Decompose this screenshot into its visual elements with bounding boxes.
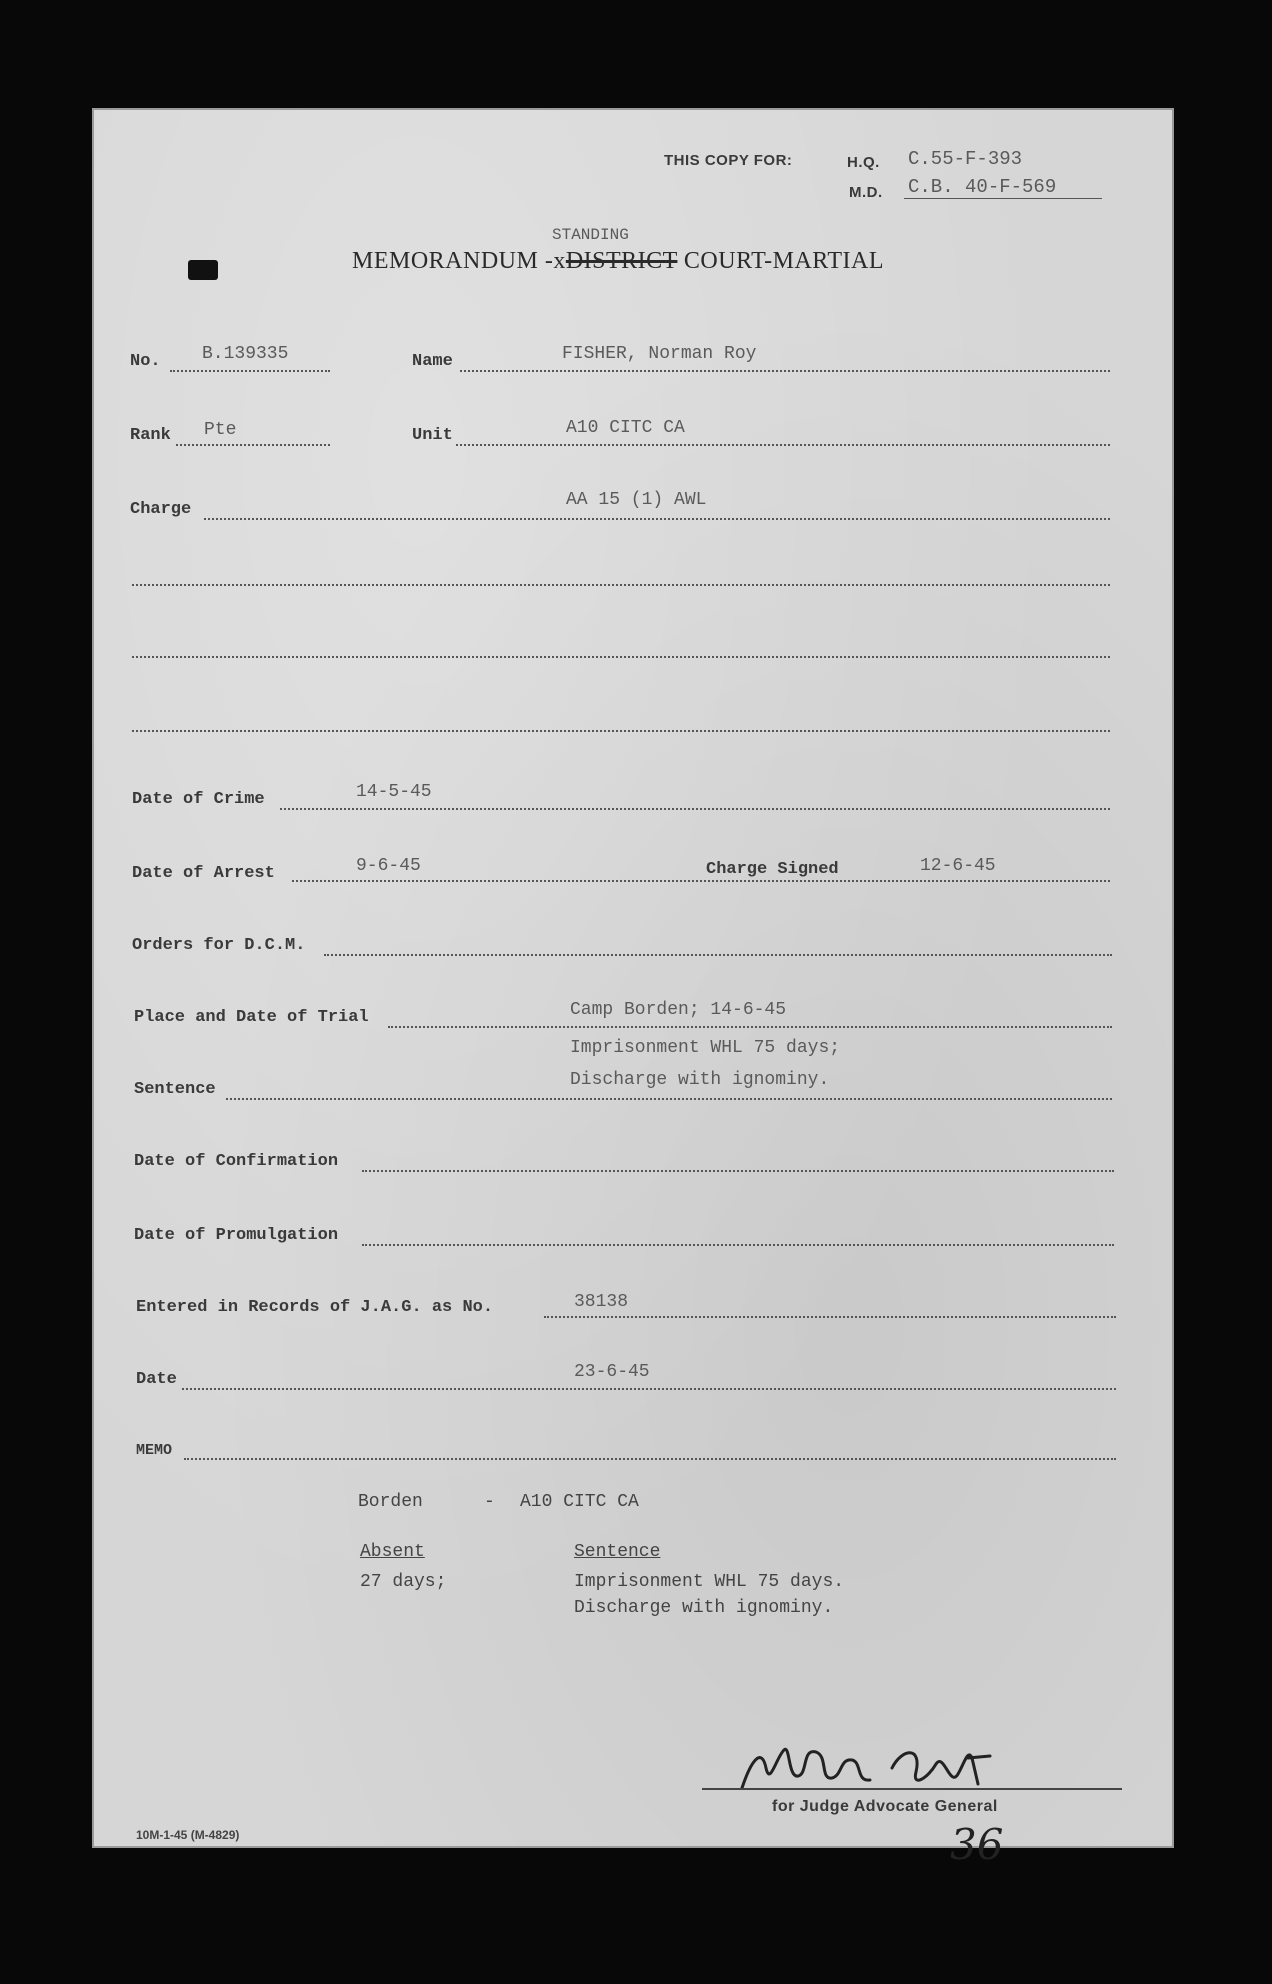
page-title [352,248,884,275]
charge-line-3 [132,656,1110,658]
ink-mark [188,260,218,280]
charge-label: Charge [130,500,192,519]
for-jag-label: for Judge Advocate General [772,1798,998,1815]
memo-location: Borden [358,1492,423,1512]
title-right: COURT-MARTIAL [683,248,884,274]
jag-label: Entered in Records of J.A.G. as No. [136,1298,494,1317]
no-label: No. [130,352,161,371]
charge-line-4 [132,730,1110,732]
hq-value: C.55-F-393 [908,148,1023,170]
title-left: MEMORANDUM -x [352,248,566,274]
charge-signed-label: Charge Signed [706,860,839,879]
copy-for-label: THIS COPY FOR: [664,152,793,169]
memo-line [184,1458,1116,1460]
absent-heading: Absent [360,1542,425,1562]
date-arrest-value: 9-6-45 [356,856,421,876]
promulgation-line [362,1244,1114,1246]
rank-line [176,444,330,446]
unit-label: Unit [412,426,453,445]
md-underline [904,198,1102,199]
charge-line-1 [204,518,1110,520]
memo-unit: A10 CITC CA [520,1492,639,1512]
name-line [460,370,1110,372]
rank-value: Pte [204,420,237,440]
date-value: 23-6-45 [574,1362,650,1382]
sentence-line [226,1098,1112,1100]
hq-label: H.Q. [847,154,880,171]
memo-dash: - [484,1492,495,1512]
place-value: Camp Borden; 14-6-45 [570,1000,787,1020]
date-crime-line [280,808,1110,810]
sentence-line-1: Imprisonment WHL 75 days; [570,1038,841,1058]
place-line [388,1026,1112,1028]
orders-line [324,954,1112,956]
date-crime-label: Date of Crime [132,790,265,809]
sentence-heading: Sentence [574,1542,661,1562]
charge-value: AA 15 (1) AWL [566,490,707,510]
unit-line [456,444,1110,446]
date-arrest-line [292,880,1110,882]
signature-line [702,1788,1122,1790]
jag-value: 38138 [574,1292,629,1312]
absent-value: 27 days; [360,1572,447,1592]
rank-label: Rank [130,426,171,445]
title-insert: STANDING [552,226,629,244]
date-label: Date [136,1370,177,1389]
promulgation-label: Date of Promulgation [134,1226,339,1245]
form-number: 10M-1-45 (M-4829) [136,1828,240,1842]
confirmation-label: Date of Confirmation [134,1152,339,1171]
date-crime-value: 14-5-45 [356,782,432,802]
no-line [170,370,330,372]
sentence-label: Sentence [134,1080,216,1099]
md-value: C.B. 40-F-569 [908,176,1057,198]
title-struck: DISTRICT [565,248,678,274]
memo-label: MEMO [136,1442,173,1459]
jag-line [544,1316,1116,1318]
court-martial-memorandum-page [92,108,1174,1869]
name-value: FISHER, Norman Roy [562,344,757,364]
date-arrest-label: Date of Arrest [132,864,275,883]
charge-line-2 [132,584,1110,586]
page-mark: 36 [950,1820,1004,1869]
confirmation-line [362,1170,1114,1172]
md-label: M.D. [849,184,883,201]
name-label: Name [412,352,453,371]
date-line [182,1388,1116,1390]
memo-sentence-line-2: Discharge with ignominy. [574,1598,834,1618]
sentence-line-2: Discharge with ignominy. [570,1070,830,1090]
memo-sentence-line-1: Imprisonment WHL 75 days. [574,1572,845,1592]
orders-label: Orders for D.C.M. [132,936,306,955]
charge-signed-value: 12-6-45 [920,856,996,876]
unit-value: A10 CITC CA [566,418,685,438]
place-label: Place and Date of Trial [134,1008,369,1027]
no-value: B.139335 [202,344,289,364]
